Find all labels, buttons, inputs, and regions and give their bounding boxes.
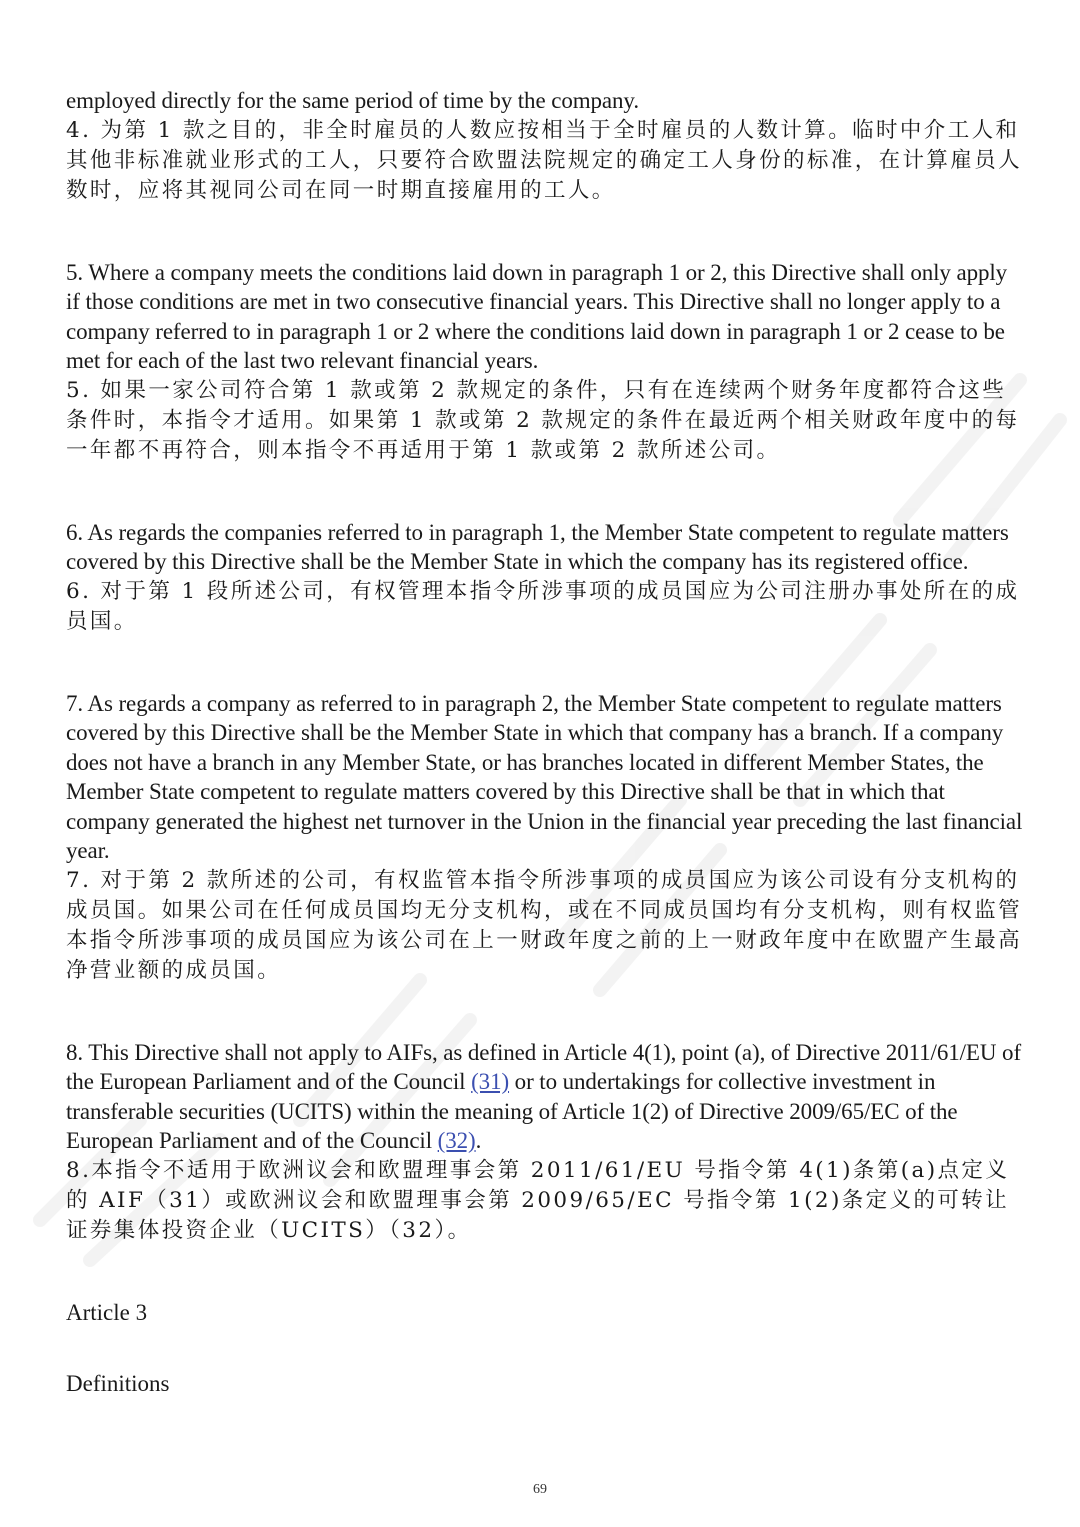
paragraph-8-text-part-2: or to undertakings for collective investment in transferable securities (UCITS) within the meaning of Article 1(2) of Directive 2009/65/EC of the European Parliament and of the Council xyxy=(66,1069,958,1153)
paragraph-8-text-part-1: 8. This Directive shall not apply to AIFs, as defined in Article 4(1), point (a), of Directive 2011/61/EU of the European Parliament and of the Council xyxy=(66,1039,1021,1094)
footnote-link-32[interactable]: (32) xyxy=(437,1128,476,1153)
paragraph-8-english xyxy=(66,1038,1026,1156)
paragraph-7 xyxy=(66,689,1026,986)
paragraph-5-chinese: 5. 如果一家公司符合第 1 款或第 2 款规定的条件，只有在连续两个财务年度都符合这些条件时，本指令才适用。如果第 1 款或第 2 款规定的条件在最近两个相关财政年度中的每一年都不再符合，则本指令不再适用于第 1 款或第 2 款所述公司。 xyxy=(66,377,1020,463)
paragraph-7-chinese: 7. 对于第 2 款所述的公司，有权监管本指令所涉事项的成员国应为该公司设有分支机构的成员国。如果公司在任何成员国均无分支机构，或在不同成员国均有分支机构，则有权监管本指令所涉事项的成员国应为该公司在上一财政年度之前的上一财政年度中在欧盟产生最高净营业额的成员国。 xyxy=(66,867,1023,983)
paragraph-5 xyxy=(66,258,1026,466)
paragraph-8-chinese: 8.本指令不适用于欧洲议会和欧盟理事会第 2011/61/EU 号指令第 4(1)条第(a)点定义的 AIF（31）或欧洲议会和欧盟理事会第 2009/65/EC 号指令第 1(2)条定义的可转让证券集体投资企业（UCITS）（32）。 xyxy=(66,1157,1010,1243)
paragraph-6-english: 6. As regards the companies referred to in paragraph 1, the Member State competent to regulate matters covered by this Directive shall be the Member State in which the company has its registered office. xyxy=(66,519,1009,574)
paragraph-4-chinese: 4. 为第 1 款之目的，非全时雇员的人数应按相当于全时雇员的人数计算。临时中介工人和其他非标准就业形式的工人，只要符合欧盟法院规定的确定工人身份的标准，在计算雇员人数时，应将其视同公司在同一时期直接雇用的工人。 xyxy=(66,117,1023,203)
paragraph-5-english: 5. Where a company meets the conditions laid down in paragraph 1 or 2, this Directive shall only apply if those conditions are met in two consecutive financial years. This Directive shall no longer apply to a company referred to in paragraph 1 or 2 where the conditions laid down in paragraph 1 or 2 cease to be met for each of the last two relevant financial years. xyxy=(66,259,1008,373)
paragraph-4-english-tail: employed directly for the same period of time by the company. xyxy=(66,88,639,113)
paragraph-8 xyxy=(66,1038,1026,1246)
paragraph-8-text-part-3: . xyxy=(475,1128,482,1153)
document-body xyxy=(66,86,1026,1399)
article-title: Article 3 xyxy=(66,1299,148,1325)
page-number: 69 xyxy=(533,1482,547,1497)
article-subtitle: Definitions xyxy=(66,1371,170,1396)
paragraph-4 xyxy=(66,86,1026,206)
paragraph-6-chinese: 6. 对于第 1 段所述公司，有权管理本指令所涉事项的成员国应为公司注册办事处所在的成员国。 xyxy=(66,578,1020,634)
paragraph-7-english: 7. As regards a company as referred to in paragraph 2, the Member State competent to regulate matters covered by this Directive shall be the Member State in which that company has a branch. If a company does not have a branch in any Member State, or has branches located in different Member States, the Member State competent to regulate matters covered by this Directive shall be that in which that company generated the highest net turnover in the Union in the financial year preceding the last financial year. xyxy=(66,690,1023,863)
paragraph-6 xyxy=(66,518,1026,637)
footnote-link-31[interactable]: (31) xyxy=(471,1069,510,1094)
